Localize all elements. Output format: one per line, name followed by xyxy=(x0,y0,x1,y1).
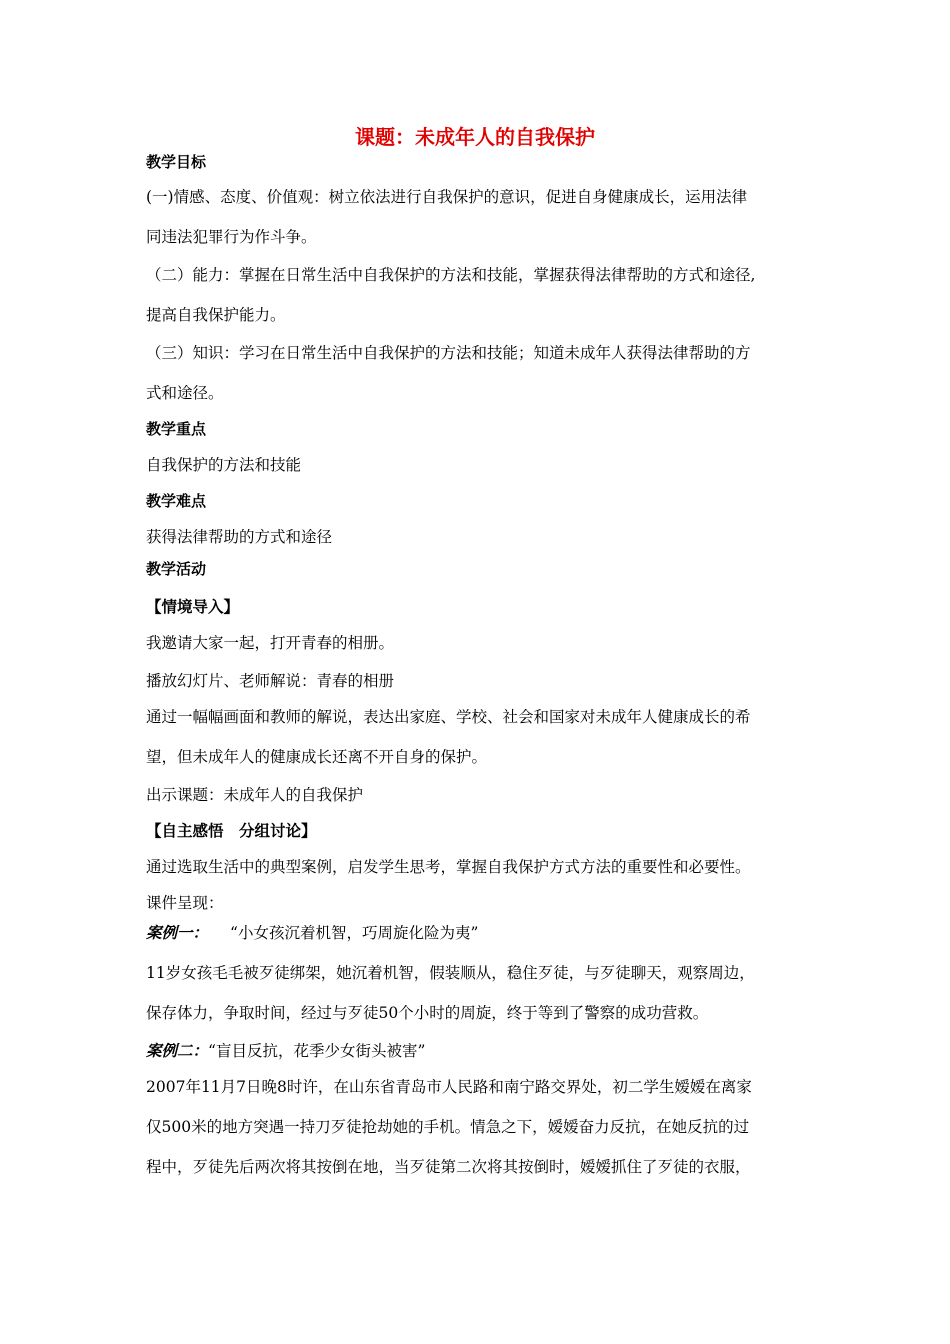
case-1-heading xyxy=(146,922,826,944)
key-points-text: 自我保护的方法和技能 xyxy=(146,456,302,474)
heading-activities: 教学活动 xyxy=(146,560,207,578)
objective-3-line-1: （三）知识：学习在日常生活中自我保护的方法和技能；知道未成年人获得法律帮助的方 xyxy=(146,344,751,362)
intro-line-5: 出示课题：未成年人的自我保护 xyxy=(146,786,364,804)
heading-difficulties: 教学难点 xyxy=(146,492,207,510)
section-discussion: 【自主感悟 分组讨论】 xyxy=(146,822,317,840)
case-1-line-2: 保存体力，争取时间，经过与歹徒50个小时的周旋，终于等到了警察的成功营救。 xyxy=(146,1004,709,1022)
discussion-line-2: 课件呈现： xyxy=(146,894,224,912)
heading-key-points: 教学重点 xyxy=(146,420,207,438)
case-2-title: “盲目反抗，花季少女街头被害” xyxy=(208,1042,426,1060)
case-2-heading xyxy=(146,1040,826,1062)
objective-2-line-2: 提高自我保护能力。 xyxy=(146,306,286,324)
intro-line-2: 播放幻灯片、老师解说：青春的相册 xyxy=(146,672,395,690)
page-title: 课题：未成年人的自我保护 xyxy=(355,125,595,149)
discussion-line-1: 通过选取生活中的典型案例，启发学生思考，掌握自我保护方式方法的重要性和必要性。 xyxy=(146,858,751,876)
objective-2-line-1: （二）能力：掌握在日常生活中自我保护的方法和技能，掌握获得法律帮助的方式和途径, xyxy=(146,266,756,284)
case-1-line-1: 11岁女孩毛毛被歹徒绑架，她沉着机智，假装顺从，稳住歹徒，与歹徒聊天，观察周边， xyxy=(146,964,755,982)
case-2-label: 案例二： xyxy=(146,1042,209,1060)
objective-1-line-1: (一)情感、态度、价值观：树立依法进行自我保护的意识，促进自身健康成长，运用法律 xyxy=(146,188,748,206)
case-2-line-3: 程中，歹徒先后两次将其按倒在地，当歹徒第二次将其按倒时，嫒嫒抓住了歹徒的衣服， xyxy=(146,1158,751,1176)
intro-line-4: 望，但未成年人的健康成长还离不开自身的保护。 xyxy=(146,748,488,766)
case-1-label: 案例一： xyxy=(146,924,209,942)
intro-line-1: 我邀请大家一起，打开青春的相册。 xyxy=(146,634,395,652)
case-2-line-1: 2007年11月7日晚8时许，在山东省青岛市人民路和南宁路交界处，初二学生嫒嫒在离家 xyxy=(146,1078,752,1096)
intro-line-3: 通过一幅幅画面和教师的解说，表达出家庭、学校、社会和国家对未成年人健康成长的希 xyxy=(146,708,751,726)
difficulties-text: 获得法律帮助的方式和途径 xyxy=(146,528,333,546)
objective-1-line-2: 同违法犯罪行为作斗争。 xyxy=(146,228,317,246)
case-1-title: “小女孩沉着机智，巧周旋化险为夷” xyxy=(230,924,479,942)
case-2-line-2: 仅500米的地方突遇一持刀歹徒抢劫她的手机。情急之下，嫒嫒奋力反抗，在她反抗的过 xyxy=(146,1118,750,1136)
objective-3-line-2: 式和途径。 xyxy=(146,384,224,402)
section-intro: 【情境导入】 xyxy=(146,598,240,616)
heading-objectives: 教学目标 xyxy=(146,153,207,171)
